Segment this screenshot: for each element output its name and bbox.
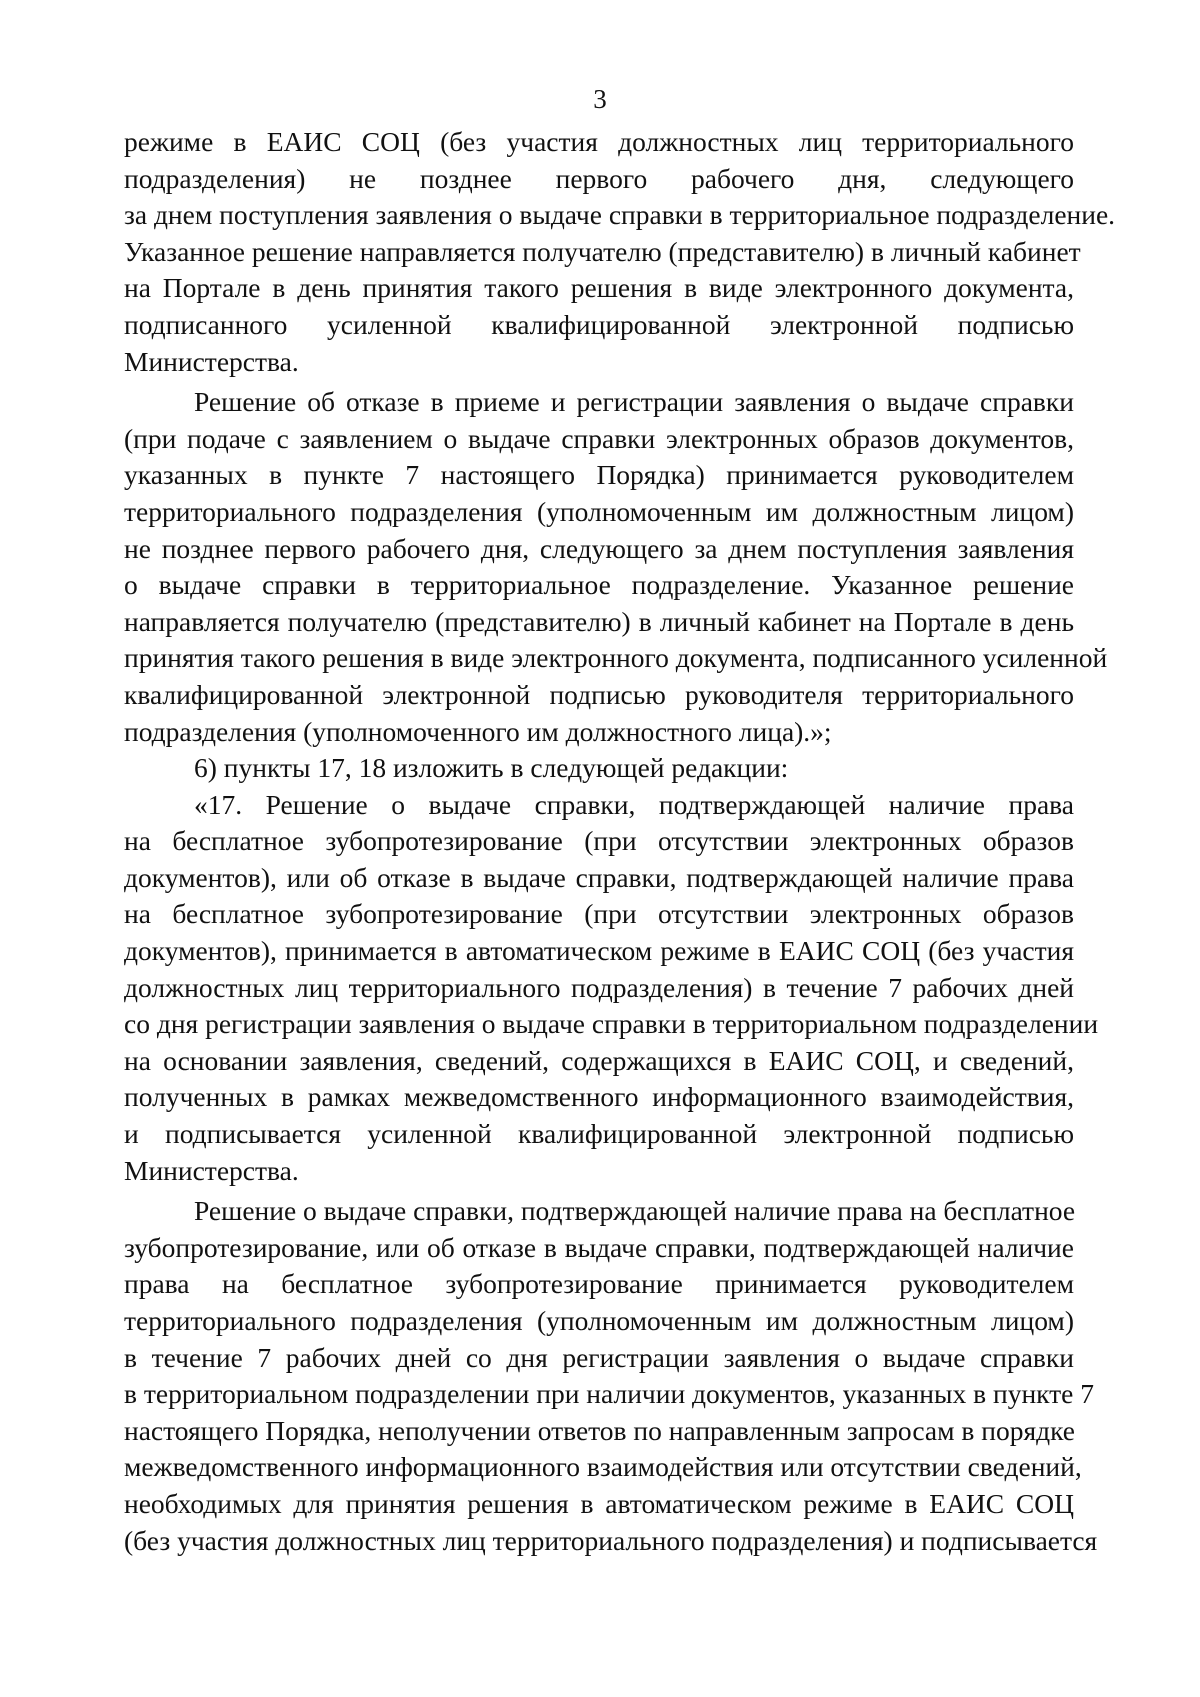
- paragraph-manual-decision: [124, 1193, 1098, 1559]
- paragraph-item-17: [124, 787, 1099, 1190]
- text-line: квалифицированной электронной подписью руководителя территориального: [124, 678, 1074, 710]
- text-line: принятия такого решения в виде электронного документа, подписанного усиленной: [124, 642, 1108, 674]
- paragraph-amendment-intro: [124, 750, 1074, 787]
- text-line: указанных в пункте 7 настоящего Порядка) принимается руководителем: [124, 459, 1074, 491]
- text-line: направляется получателю (представителю) в личный кабинет на Портале в день: [124, 605, 1074, 637]
- text-line: подразделения) не позднее первого рабочего дня, следующего: [124, 162, 1074, 194]
- body-text: [124, 124, 1116, 1559]
- text-line: со дня регистрации заявления о выдаче справки в территориальном подразделении: [124, 1008, 1099, 1040]
- text-line: режиме в ЕАИС СОЦ (без участия должностных лиц территориального: [124, 126, 1074, 157]
- text-line: не позднее первого рабочего дня, следующего за днем поступления заявления: [124, 532, 1074, 564]
- text-line: должностных лиц территориального подразделения) в течение 7 рабочих дней: [124, 971, 1074, 1003]
- text-line: на бесплатное зубопротезирование (при отсутствии электронных образов: [124, 898, 1074, 930]
- text-line: Указанное решение направляется получателю (представителю) в личный кабинет: [124, 235, 1081, 267]
- text-line: настоящего Порядка, неполучении ответов по направленным запросам в порядке: [124, 1414, 1075, 1446]
- text-line: Министерства.: [124, 1154, 299, 1186]
- paragraph-refusal-decision: [124, 384, 1108, 750]
- text-line: Министерства.: [124, 345, 299, 377]
- text-line: «17. Решение о выдаче справки, подтверждающей наличие права: [194, 788, 1074, 820]
- text-line: территориального подразделения (уполномоченным им должностным лицом): [124, 1305, 1074, 1336]
- paragraph-continuation: [124, 124, 1116, 380]
- text-line: за днем поступления заявления о выдаче справки в территориальное подразделение.: [124, 199, 1116, 231]
- text-line: на бесплатное зубопротезирование (при отсутствии электронных образов: [124, 825, 1074, 857]
- text-line: в течение 7 рабочих дней со дня регистрации заявления о выдаче справки: [124, 1341, 1074, 1373]
- text-line: документов), принимается в автоматическом режиме в ЕАИС СОЦ (без участия: [124, 935, 1074, 967]
- text-line: Решение о выдаче справки, подтверждающей наличие права на бесплатное: [194, 1195, 1076, 1227]
- text-line: (без участия должностных лиц территориального подразделения) и подписывается: [124, 1524, 1098, 1556]
- text-line: на основании заявления, сведений, содержащихся в ЕАИС СОЦ, и сведений,: [124, 1044, 1074, 1076]
- text-line: о выдаче справки в территориальное подразделение. Указанное решение: [124, 569, 1074, 601]
- text-line: подразделения (уполномоченного им должностного лица).»;: [124, 715, 832, 747]
- text-line: необходимых для принятия решения в автоматическом режиме в ЕАИС СОЦ: [124, 1487, 1074, 1519]
- text-line: Решение об отказе в приеме и регистрации заявления о выдаче справки: [194, 386, 1074, 418]
- text-line: полученных в рамках межведомственного информационного взаимодействия,: [124, 1081, 1074, 1113]
- text-line: права на бесплатное зубопротезирование принимается руководителем: [124, 1268, 1074, 1300]
- text-line: зубопротезирование, или об отказе в выдаче справки, подтверждающей наличие: [124, 1231, 1074, 1263]
- text-line: на Портале в день принятия такого решения в виде электронного документа,: [124, 272, 1074, 304]
- text-line: (при подаче с заявлением о выдаче справки электронных образов документов,: [124, 422, 1074, 454]
- text-line: документов), или об отказе в выдаче справки, подтверждающей наличие права: [124, 861, 1074, 893]
- page-number: 3: [593, 84, 607, 114]
- text-line: 6) пункты 17, 18 изложить в следующей редакции:: [194, 752, 789, 784]
- text-line: и подписывается усиленной квалифицированной электронной подписью: [124, 1118, 1074, 1150]
- text-line: территориального подразделения (уполномоченным им должностным лицом): [124, 495, 1074, 527]
- text-line: межведомственного информационного взаимодействия или отсутствии сведений,: [124, 1451, 1082, 1483]
- text-line: подписанного усиленной квалифицированной электронной подписью: [124, 308, 1074, 340]
- text-line: в территориальном подразделении при наличии документов, указанных в пункте 7: [124, 1378, 1095, 1410]
